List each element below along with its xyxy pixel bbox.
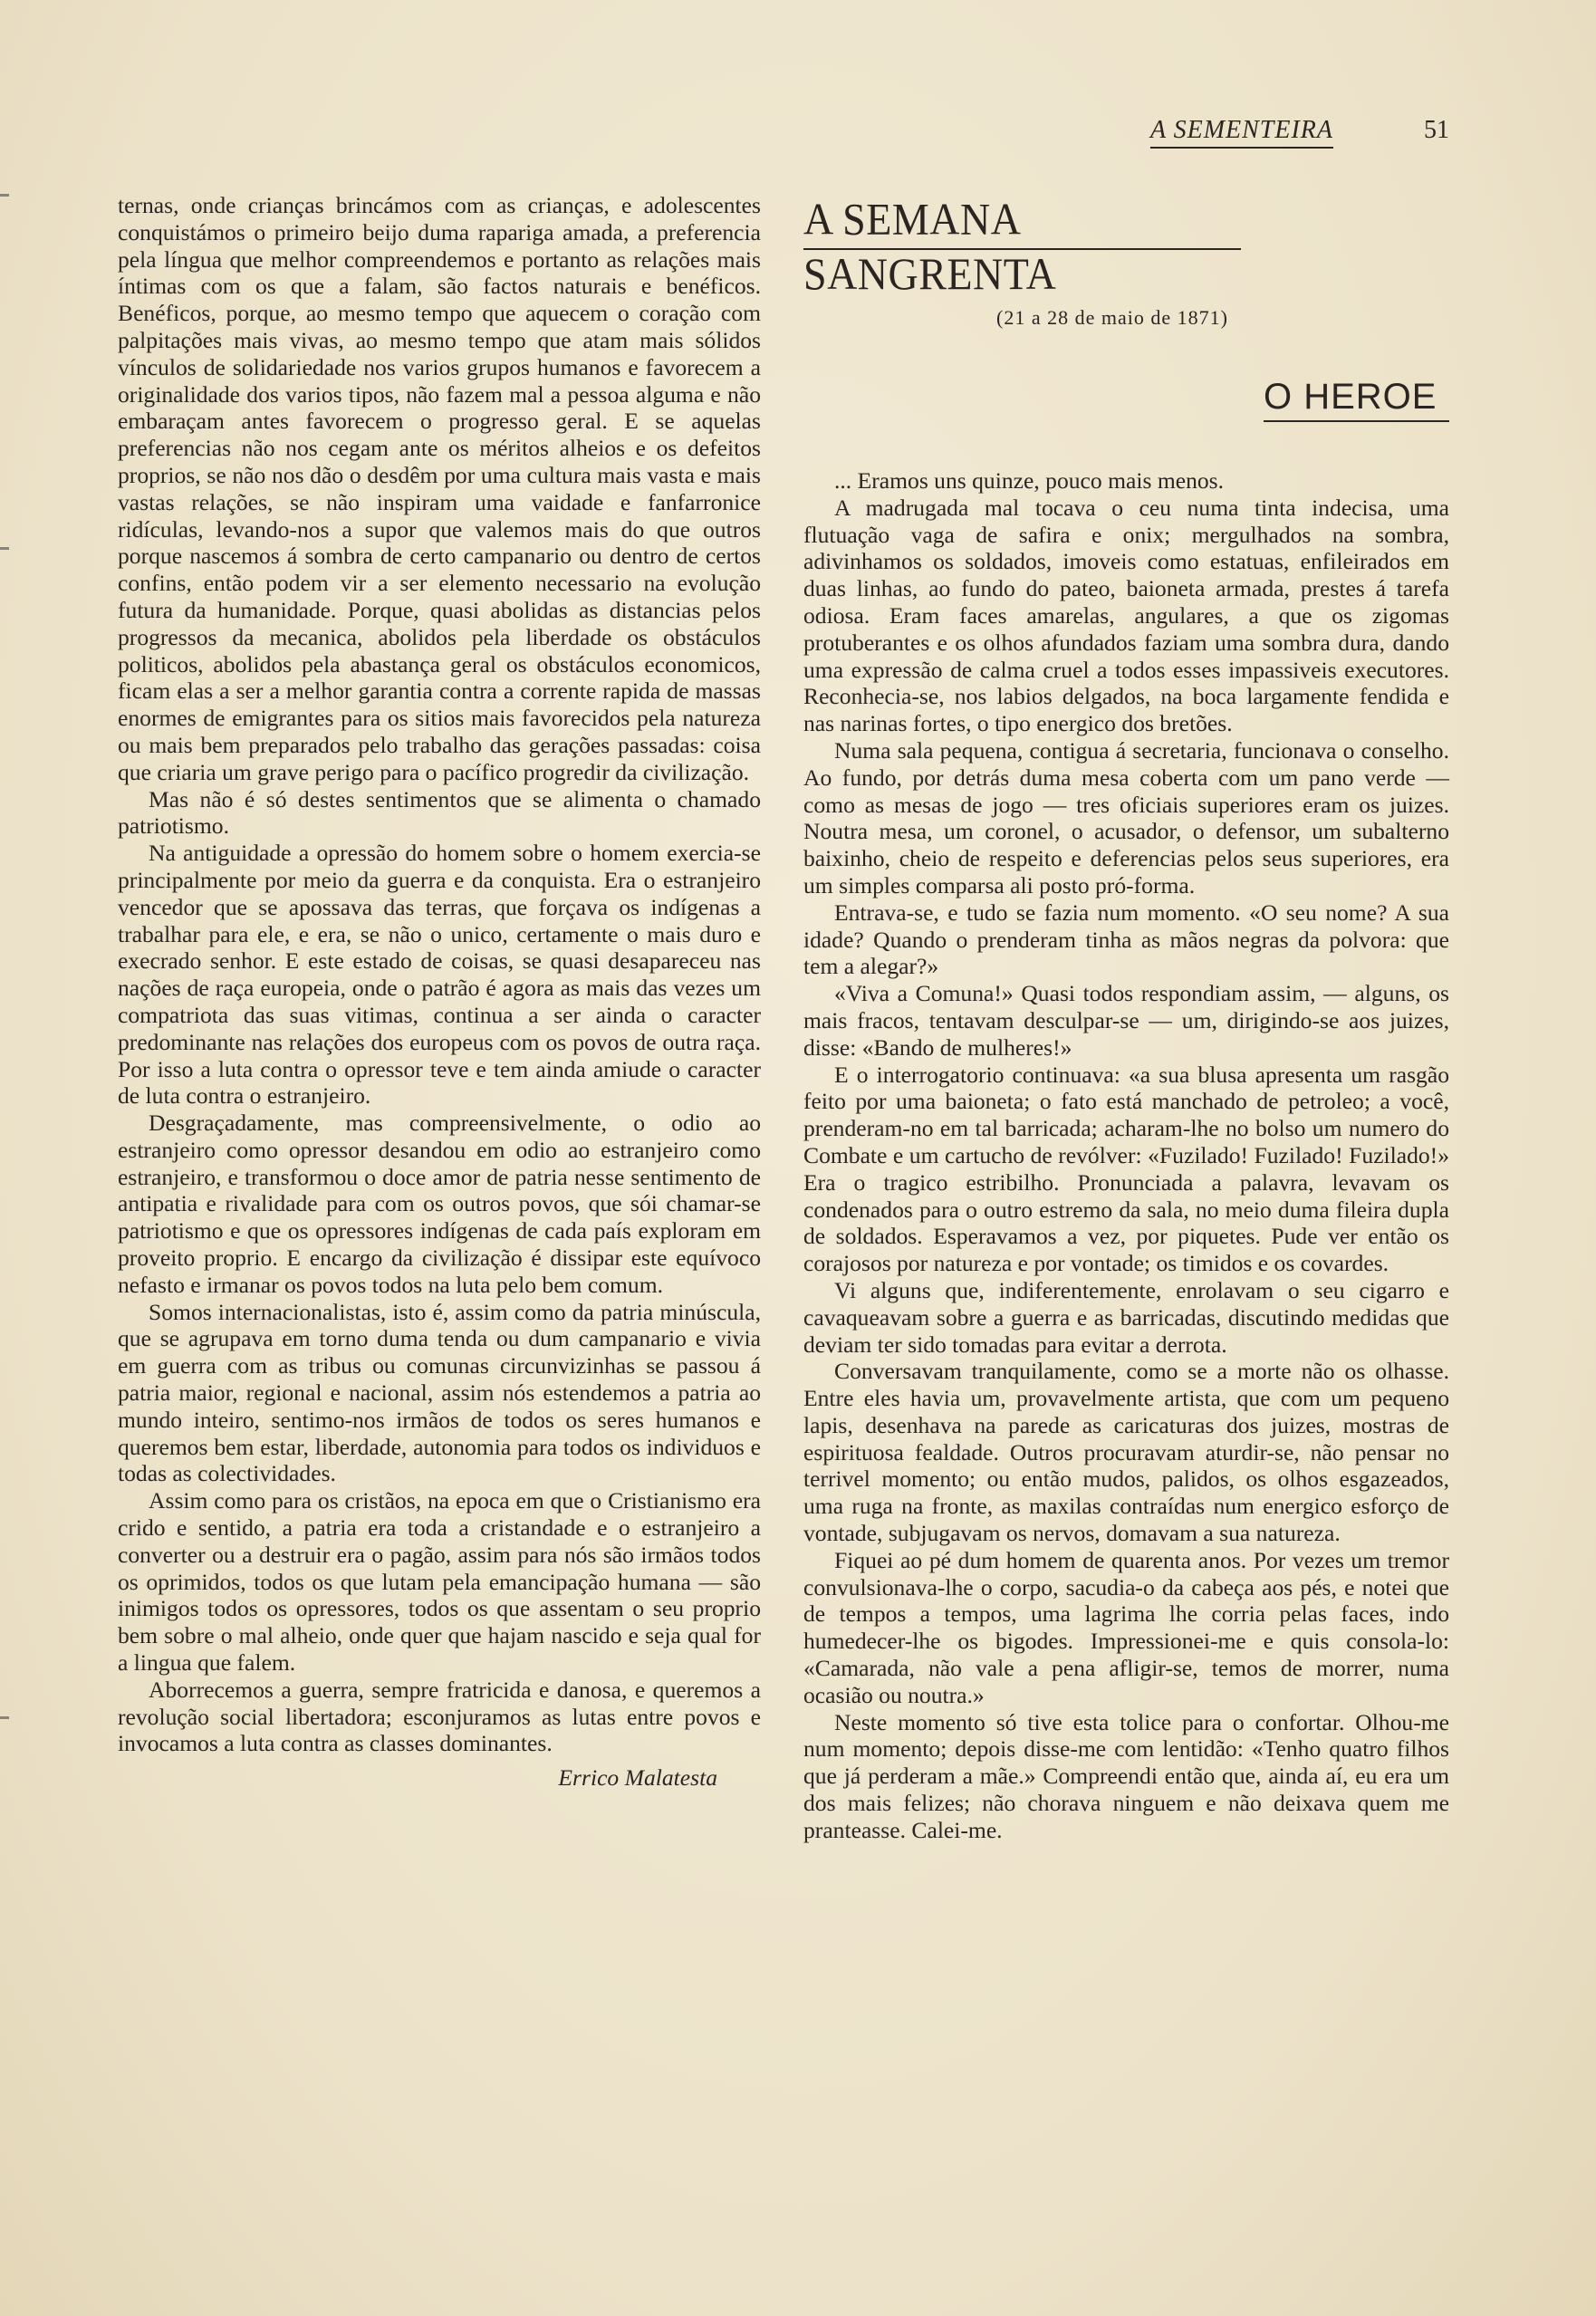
article-subtitle: O HEROE <box>1264 377 1437 417</box>
article-title: A SEMANA SANGRENTA <box>803 194 1057 299</box>
paragraph: Mas não é só destes sentimentos que se alimenta o chamado patriotismo. <box>118 785 761 840</box>
author-signature: Errico Malatesta <box>558 1764 717 1792</box>
paragraph: Desgraçadamente, mas compreensivelmente, o odio ao estranjeiro como opressor desandou em odio ao estranjeiro como estranjeiro, e transformou o doce amor de patria nesse sentimento de antipatia e rivalidade para com os outros povos, que sói chamar-se patriotismo e que os opressores indígenas de cada país exploram em proveito proprio. E encargo da civilização é dissipar este equívoco nefasto e irmanar os povos todos na luta pelo bem comum. <box>118 1110 761 1298</box>
edge-mark <box>0 194 9 197</box>
paragraph: Fiquei ao pé dum homem de quarenta anos. Por vezes um tremor convulsionava-lhe o corpo, sacudia-o da cabeça aos pés, e notei que de tempos a tempos, uma lagrima lhe corria pelas faces, indo humedecer-lhe os bigodes. Impressionei-me e quis consola-lo: «Camarada, não vale a pena afligir-se, temos de morrer, numa ocasião ou noutra.» <box>803 1546 1449 1708</box>
paragraph: Conversavam tranquilamente, como se a morte não os olhasse. Entre eles havia um, provavelmente artista, que com um pequeno lapis, desenhava na parede as caricaturas dos juizes, mostras de espirituosa fealdade. Outros procuravam aturdir-se, não pensar no terrivel momento; ou então mudos, palidos, os olhos esgazeados, uma ruga na fronte, as maxilas contraídas num energico esforço de vontade, subjugavam os nervos, domavam a sua natureza. <box>803 1358 1449 1547</box>
paragraph: Entrava-se, e tudo se fazia num momento. «O seu nome? A sua idade? Quando o prenderam tinha as mãos negras da polvora: que tem a alegar?» <box>803 899 1449 980</box>
edge-mark <box>0 547 9 550</box>
page-number: 51 <box>1424 116 1449 144</box>
paragraph: E o interrogatorio continuava: «a sua blusa apresenta um rasgão feito por uma baioneta; o fato está manchado de petroleo; a você, prenderam-no em tal barricada; acharam-lhe no bolso um numero do Combate e um cartucho de revólver: «Fuzilado! Fuzilado! Fuzilado!» Era o tragico estribilho. Pronunciada a palavra, levavam os condenados para o outro estremo da sala, no meio duma fileira dupla de soldados. Esperavamos a vez, por piquetes. Pude ver então os corajosos por natureza e por vontade; os timidos e os covardes. <box>803 1061 1449 1277</box>
article-dateline: (21 a 28 de maio de 1871) <box>996 306 1228 329</box>
edge-mark <box>0 1716 9 1719</box>
right-column <box>803 467 1449 1844</box>
running-head: A SEMENTEIRA <box>1150 116 1333 149</box>
paragraph: A madrugada mal tocava o ceu numa tinta indecisa, uma flutuação vaga de safira e onix; mergulhados na sombra, adivinhamos os soldados, imoveis como estatuas, enfileirados em duas linhas, ao fundo do pateo, baioneta armada, prestes á tarefa odiosa. Eram faces amarelas, angulares, a que os zigomas protuberantes e os olhos afundados faziam uma sombra dura, dando uma expressão de calma cruel a todos esses impassiveis executores. Reconhecia-se, nos labios delgados, na boca largamente fendida e nas narinas fortes, o tipo energico dos bretões. <box>803 494 1449 737</box>
paragraph: Vi alguns que, indiferentemente, enrolavam o seu cigarro e cavaqueavam sobre a guerra e as barricadas, discutindo medidas que deviam ter sido tomadas para evitar a derrota. <box>803 1276 1449 1358</box>
left-column <box>118 192 761 1792</box>
title-rule <box>803 248 1241 250</box>
paragraph: «Viva a Comuna!» Quasi todos respondiam assim, — alguns, os mais fracos, tentavam desculpar-se — um, dirigindo-se aos juizes, disse: «Bando de mulheres!» <box>803 980 1449 1061</box>
paragraph: Assim como para os cristãos, na epoca em que o Cristianismo era crido e sentido, a patria era toda a cristandade e o estranjeiro a converter ou a destruir era o pagão, assim para nós são irmãos todos os oprimidos, todos os que lutam pela emancipação humana — são inimigos todos os opressores, todos os que assentam o seu proprio bem sobre o mal alheio, onde quer que hajam nascido e seja qual for a lingua que falem. <box>118 1487 761 1677</box>
paragraph: ... Eramos uns quinze, pouco mais menos. <box>834 467 1225 494</box>
paragraph: Aborrecemos a guerra, sempre fratricida e danosa, e queremos a revolução social libertadora; esconjuramos as lutas entre povos e invocamos a luta contra as classes dominantes. <box>118 1676 761 1757</box>
paragraph: Neste momento só tive esta tolice para o confortar. Olhou-me num momento; depois disse-me com lentidão: «Tenho quatro filhos que já perderam a mãe.» Compreendi então que, ainda aí, eu era um dos mais felizes; não chorava ninguem e não deixava quem me pranteasse. Calei-me. <box>803 1708 1449 1843</box>
paragraph: ternas, onde crianças brincámos com as crianças, e adolescentes conquistámos o primeiro beijo duma rapariga amada, a preferencia pela língua que melhor compreendemos e portanto as relações mais íntimas com os que a falam, são factos naturais e benéficos. Benéficos, porque, ao mesmo tempo que aquecem o coração com palpitações mais vivas, ao mesmo tempo que atam mais sólidos vínculos de solidariedade nos varios grupos humanos e favorecem a originalidade dos varios tipos, não fazem mal a pessoa alguma e não embaraçam antes favorecem o progresso geral. E se aquelas preferencias não nos cegam ante os méritos alheios e os defeitos proprios, se não nos dão o desdêm por uma cultura mais vasta e mais vastas relações, se não inspiram uma vaidade e fanfarronice ridículas, levando-nos a supor que valemos mais do que outros porque nascemos á sombra de certo campanario ou dentro de certos confins, então podem vir a ser elemento necessario na evolução futura da humanidade. Porque, quasi abolidas as distancias pelos progressos da mecanica, abolidos pela liberdade os obstáculos politicos, abolidos pela abastança geral os obstáculos economicos, ficam elas a ser a melhor garantia contra a corrente rapida de massas enormes de emigrantes para os sitios mais favorecidos pela natureza ou mais bem preparados pelo trabalho das gerações passadas: coisa que criaria um grave perigo para o pacífico progredir da civilização. <box>118 192 761 785</box>
paragraph: Na antiguidade a opressão do homem sobre o homem exercia-se principalmente por meio da guerra e da conquista. Era o estranjeiro vencedor que se apossava das terras, que forçava os indígenas a trabalhar para ele, e era, se não o unico, certamente o mais duro e execrado senhor. E este estado de coisas, se quasi desapareceu nas nações de raça europeia, onde o patrão é agora as mais das vezes um compatriota das suas vitimas, continua a ser ainda o caracter predominante nas relações dos europeus com os povos de outra raça. Por isso a luta contra o opressor teve e tem ainda amiude o caracter de luta contra o estranjeiro. <box>118 840 761 1110</box>
paragraph: Somos internacionalistas, isto é, assim como da patria minúscula, que se agrupava em torno duma tenda ou dum campanario e vivia em guerra com as tribus ou comunas circunvizinhas se passou á patria maior, regional e nacional, assim nós estendemos a patria ao mundo inteiro, sentimo-nos irmãos de todos os seres humanos e queremos bem estar, liberdade, autonomia para todos os individuos e todas as colectividades. <box>118 1298 761 1487</box>
paragraph: Numa sala pequena, contigua á secretaria, funcionava o conselho. Ao fundo, por detrás duma mesa coberta com um pano verde — como as mesas de jogo — tres oficiais superiores eram os juizes. Noutra mesa, um coronel, o acusador, o defensor, um subalterno baixinho, cheio de respeito e deferencias pelos seus superiores, era um simples comparsa ali posto pró-forma. <box>803 736 1449 899</box>
subtitle-rule <box>1264 420 1449 422</box>
